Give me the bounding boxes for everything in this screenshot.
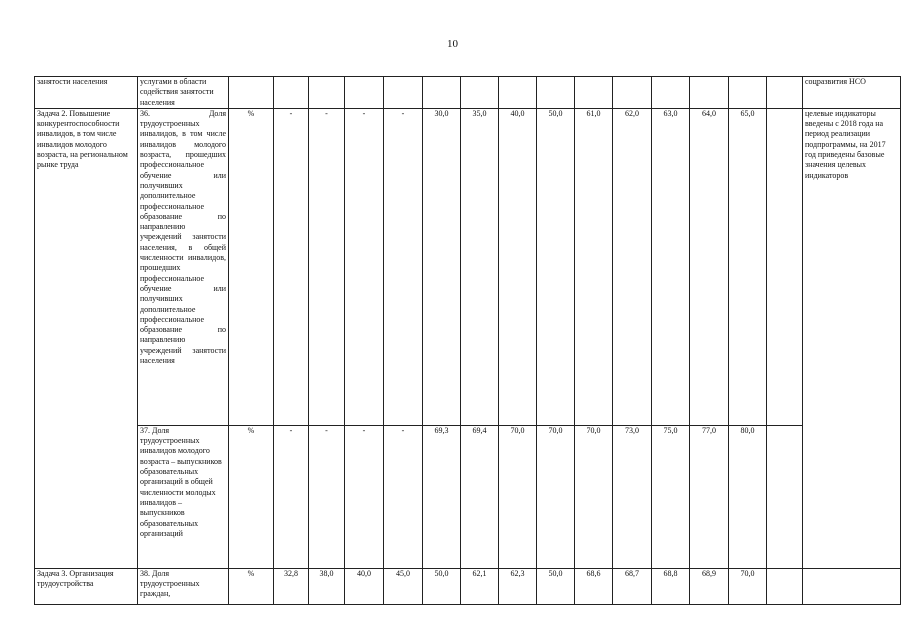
value-cell: - — [274, 425, 309, 568]
value-cell — [423, 77, 461, 109]
indicators-table — [34, 76, 901, 605]
value-cell: 40,0 — [345, 568, 384, 604]
value-cell — [652, 77, 690, 109]
value-cell: 70,0 — [499, 425, 537, 568]
value-cell: - — [309, 108, 345, 425]
value-cell — [345, 77, 384, 109]
page-number: 10 — [447, 38, 458, 50]
value-cell: 68,8 — [652, 568, 690, 604]
value-cell: 68,9 — [690, 568, 729, 604]
value-cell: 50,0 — [537, 108, 575, 425]
indicator-cell: 36. Доля трудоустроенных инвалидов, в том числе инвалидов молодого возраста, прошедших профессиональное обучение или получивших дополнительное профессиональное образование по направлению учреждений занятости населения, в общей численности инвалидов, прошедших профессиональное обучение или получивших дополнительное профессиональное образование по направлению учреждений занятости населения — [138, 108, 229, 425]
value-cell: 63,0 — [652, 108, 690, 425]
value-cell: 35,0 — [461, 108, 499, 425]
goal-cell: Задача 2. Повышение конкурентоспособности инвалидов, в том числе инвалидов молодого возраста, на региональном рынке труда — [35, 108, 138, 568]
value-cell: 73,0 — [613, 425, 652, 568]
value-cell: 45,0 — [384, 568, 423, 604]
value-cell — [767, 108, 803, 425]
value-cell — [767, 77, 803, 109]
value-cell: 64,0 — [690, 108, 729, 425]
value-cell — [729, 77, 767, 109]
table-row — [35, 77, 901, 109]
value-cell: 65,0 — [729, 108, 767, 425]
value-cell — [274, 77, 309, 109]
value-cell: 70,0 — [537, 425, 575, 568]
value-cell: 61,0 — [575, 108, 613, 425]
value-cell: 70,0 — [729, 568, 767, 604]
value-cell: 62,0 — [613, 108, 652, 425]
value-cell: 32,8 — [274, 568, 309, 604]
indicator-cell: услугами в области содействия занятости населения — [138, 77, 229, 109]
value-cell — [537, 77, 575, 109]
value-cell — [384, 77, 423, 109]
value-cell: 30,0 — [423, 108, 461, 425]
indicator-cell: 38. Доля трудоустроенных граждан, — [138, 568, 229, 604]
note-cell: соцразвития НСО — [803, 77, 901, 109]
table-row — [35, 568, 901, 604]
table-row — [35, 425, 901, 568]
value-cell: 68,7 — [613, 568, 652, 604]
value-cell: 70,0 — [575, 425, 613, 568]
unit-cell — [229, 77, 274, 109]
value-cell — [767, 568, 803, 604]
value-cell: - — [274, 108, 309, 425]
value-cell — [499, 77, 537, 109]
note-cell: целевые индикаторы введены с 2018 года на период реализации подпрограммы, на 2017 год приведены базовые значения целевых индикаторов — [803, 108, 901, 568]
value-cell: 62,1 — [461, 568, 499, 604]
value-cell — [767, 425, 803, 568]
value-cell — [613, 77, 652, 109]
unit-cell: % — [229, 425, 274, 568]
value-cell: - — [309, 425, 345, 568]
value-cell: - — [345, 425, 384, 568]
value-cell — [690, 77, 729, 109]
value-cell: - — [384, 108, 423, 425]
value-cell: 69,3 — [423, 425, 461, 568]
value-cell: 50,0 — [537, 568, 575, 604]
note-cell — [803, 568, 901, 604]
unit-cell: % — [229, 108, 274, 425]
indicator-cell: 37. Доля трудоустроенных инвалидов молодого возраста – выпускников образовательных организаций в общей численности молодых инвалидов – выпускников образовательных организаций — [138, 425, 229, 568]
goal-cell: Задача 3. Организация трудоустройства — [35, 568, 138, 604]
value-cell: 40,0 — [499, 108, 537, 425]
value-cell: 38,0 — [309, 568, 345, 604]
value-cell: 50,0 — [423, 568, 461, 604]
goal-cell: занятости населения — [35, 77, 138, 109]
value-cell: - — [384, 425, 423, 568]
table-row — [35, 108, 901, 425]
value-cell: 77,0 — [690, 425, 729, 568]
value-cell: 75,0 — [652, 425, 690, 568]
value-cell: 68,6 — [575, 568, 613, 604]
value-cell — [309, 77, 345, 109]
value-cell: 62,3 — [499, 568, 537, 604]
unit-cell: % — [229, 568, 274, 604]
value-cell: 69,4 — [461, 425, 499, 568]
value-cell — [461, 77, 499, 109]
value-cell: 80,0 — [729, 425, 767, 568]
value-cell — [575, 77, 613, 109]
value-cell: - — [345, 108, 384, 425]
